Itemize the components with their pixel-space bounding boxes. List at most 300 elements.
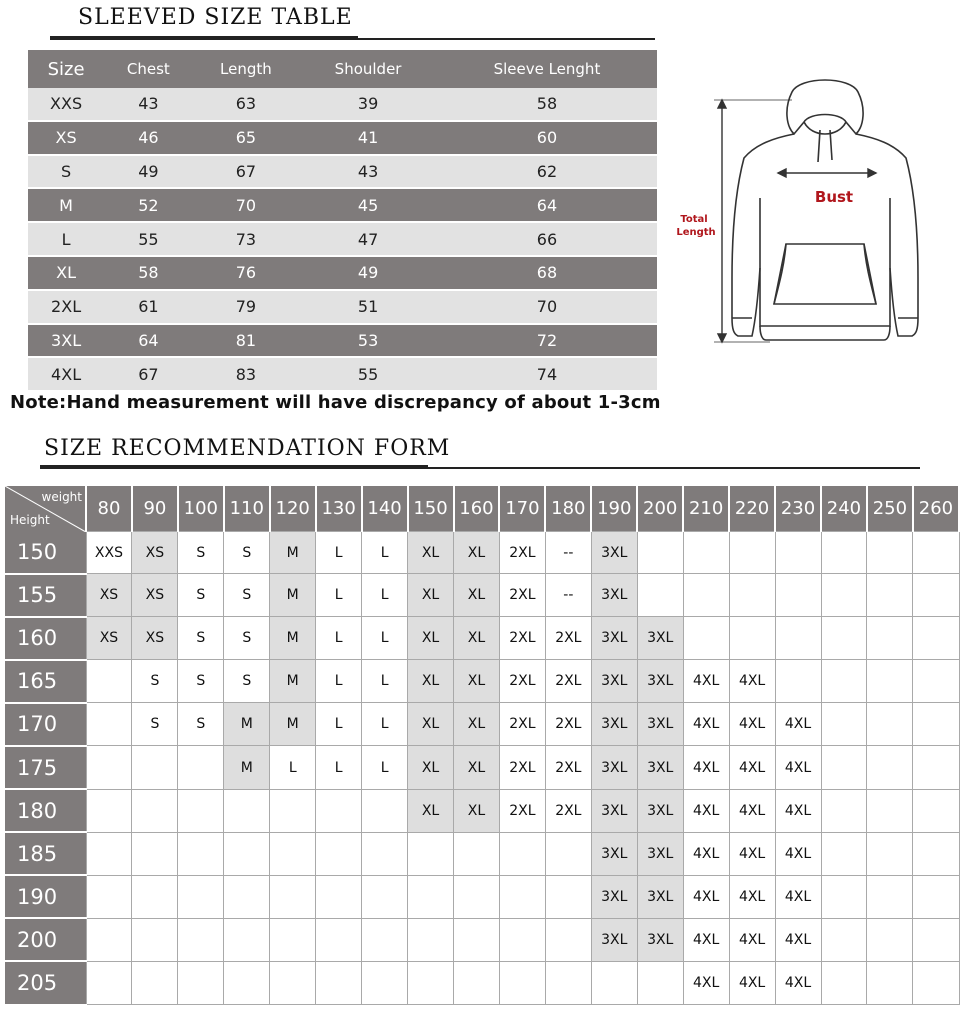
height-row <box>5 617 959 660</box>
recommended-size-cell: L <box>316 703 362 746</box>
recommended-size-cell: L <box>362 703 408 746</box>
recommended-size-cell: 2XL <box>499 660 545 703</box>
measurement-cell: 41 <box>299 121 437 155</box>
measurement-cell: 67 <box>104 357 192 390</box>
weight-header-cell: 210 <box>683 486 729 532</box>
empty-cell <box>867 574 913 617</box>
empty-cell <box>637 532 683 574</box>
recommended-size-cell: L <box>316 746 362 789</box>
measurement-cell: 72 <box>437 324 657 358</box>
empty-cell <box>132 789 178 832</box>
measurement-cell: 43 <box>299 155 437 189</box>
recommended-size-cell: 4XL <box>775 961 821 1004</box>
size-table-row <box>28 357 657 390</box>
recommended-size-cell: XS <box>86 574 132 617</box>
measurement-cell: 65 <box>193 121 300 155</box>
empty-cell <box>316 875 362 918</box>
empty-cell <box>316 961 362 1004</box>
recommended-size-cell: L <box>362 660 408 703</box>
recommended-size-cell: XL <box>454 703 500 746</box>
empty-cell <box>913 532 959 574</box>
recommended-size-cell: 2XL <box>545 617 591 660</box>
empty-cell <box>545 961 591 1004</box>
empty-cell <box>86 746 132 789</box>
recommended-size-cell: XS <box>132 617 178 660</box>
size-label-cell: S <box>28 155 104 189</box>
recommended-size-cell: 3XL <box>591 703 637 746</box>
height-header-cell: 185 <box>5 832 86 875</box>
empty-cell <box>224 832 270 875</box>
recommended-size-cell: 3XL <box>637 789 683 832</box>
recommended-size-cell: 2XL <box>499 532 545 574</box>
empty-cell <box>913 574 959 617</box>
recommended-size-cell: XL <box>454 660 500 703</box>
recommended-size-cell: 2XL <box>545 703 591 746</box>
height-header-cell: 180 <box>5 789 86 832</box>
empty-cell <box>913 832 959 875</box>
recommended-size-cell: XL <box>454 746 500 789</box>
empty-cell <box>132 875 178 918</box>
recommended-size-cell: 2XL <box>499 703 545 746</box>
measurement-cell: 62 <box>437 155 657 189</box>
empty-cell <box>362 789 408 832</box>
height-row <box>5 532 959 574</box>
empty-cell <box>86 832 132 875</box>
recommended-size-cell: 3XL <box>591 918 637 961</box>
empty-cell <box>499 961 545 1004</box>
empty-cell <box>729 574 775 617</box>
recommended-size-cell: XL <box>408 617 454 660</box>
recommended-size-cell: L <box>270 746 316 789</box>
empty-cell <box>821 832 867 875</box>
empty-cell <box>913 746 959 789</box>
weight-header-cell: 80 <box>86 486 132 532</box>
measurement-cell: 81 <box>193 324 300 358</box>
height-row <box>5 789 959 832</box>
empty-cell <box>867 532 913 574</box>
empty-cell <box>224 961 270 1004</box>
empty-cell <box>224 789 270 832</box>
empty-cell <box>821 660 867 703</box>
size-table-title: SLEEVED SIZE TABLE <box>78 5 353 30</box>
empty-cell <box>545 832 591 875</box>
empty-cell <box>821 617 867 660</box>
recommended-size-cell: 4XL <box>683 660 729 703</box>
empty-cell <box>454 918 500 961</box>
recommended-size-cell: XS <box>132 574 178 617</box>
empty-cell <box>867 875 913 918</box>
height-row <box>5 660 959 703</box>
recommended-size-cell: S <box>178 617 224 660</box>
empty-cell <box>362 961 408 1004</box>
measurement-cell: 43 <box>104 88 192 121</box>
empty-cell <box>775 532 821 574</box>
recommended-size-cell: 3XL <box>591 617 637 660</box>
recommended-size-cell: L <box>316 617 362 660</box>
size-label-cell: XS <box>28 121 104 155</box>
recommended-size-cell: XL <box>408 703 454 746</box>
size-table-row <box>28 324 657 358</box>
empty-cell <box>637 961 683 1004</box>
recommended-size-cell: S <box>224 574 270 617</box>
empty-cell <box>821 875 867 918</box>
empty-cell <box>729 532 775 574</box>
measurement-cell: 49 <box>299 256 437 290</box>
size-label-cell: 3XL <box>28 324 104 358</box>
recommended-size-cell: L <box>362 532 408 574</box>
size-label-cell: XXS <box>28 88 104 121</box>
recommended-size-cell: 4XL <box>729 789 775 832</box>
measurement-cell: 79 <box>193 290 300 324</box>
weight-header-cell: 140 <box>362 486 408 532</box>
empty-cell <box>499 918 545 961</box>
height-row <box>5 918 959 961</box>
recommended-size-cell: 4XL <box>683 832 729 875</box>
empty-cell <box>316 789 362 832</box>
empty-cell <box>178 746 224 789</box>
recommended-size-cell: M <box>270 703 316 746</box>
weight-header-cell: 200 <box>637 486 683 532</box>
recommended-size-cell: 2XL <box>545 660 591 703</box>
empty-cell <box>499 832 545 875</box>
recommended-size-cell: M <box>270 574 316 617</box>
empty-cell <box>591 961 637 1004</box>
empty-cell <box>178 918 224 961</box>
height-header-cell: 160 <box>5 617 86 660</box>
measurement-cell: 55 <box>299 357 437 390</box>
grid-corner <box>5 486 86 532</box>
recommended-size-cell: 3XL <box>591 660 637 703</box>
empty-cell <box>316 832 362 875</box>
recommended-size-cell: 2XL <box>545 746 591 789</box>
recommendation-title: SIZE RECOMMENDATION FORM <box>44 436 451 461</box>
height-header-cell: 165 <box>5 660 86 703</box>
measurement-cell: 64 <box>104 324 192 358</box>
recommended-size-cell: 4XL <box>729 918 775 961</box>
size-table-header: Size <box>28 50 104 88</box>
height-row <box>5 574 959 617</box>
measurement-cell: 63 <box>193 88 300 121</box>
weight-header-cell: 120 <box>270 486 316 532</box>
empty-cell <box>362 918 408 961</box>
weight-header-cell: 170 <box>499 486 545 532</box>
recommended-size-cell: 3XL <box>591 574 637 617</box>
empty-cell <box>821 961 867 1004</box>
weight-header-cell: 110 <box>224 486 270 532</box>
size-table-row <box>28 222 657 256</box>
size-table <box>28 50 657 390</box>
recommended-size-cell: M <box>270 617 316 660</box>
recommended-size-cell: XL <box>454 532 500 574</box>
weight-header-cell: 190 <box>591 486 637 532</box>
empty-cell <box>821 789 867 832</box>
empty-cell <box>867 789 913 832</box>
recommended-size-cell: L <box>362 746 408 789</box>
size-label-cell: L <box>28 222 104 256</box>
measurement-cell: 61 <box>104 290 192 324</box>
empty-cell <box>86 961 132 1004</box>
empty-cell <box>867 961 913 1004</box>
empty-cell <box>683 617 729 660</box>
empty-cell <box>362 832 408 875</box>
empty-cell <box>454 832 500 875</box>
empty-cell <box>913 918 959 961</box>
recommended-size-cell: 3XL <box>637 875 683 918</box>
empty-cell <box>86 875 132 918</box>
recommended-size-cell: 3XL <box>637 918 683 961</box>
size-label-cell: 2XL <box>28 290 104 324</box>
measurement-cell: 51 <box>299 290 437 324</box>
empty-cell <box>867 617 913 660</box>
size-table-row <box>28 121 657 155</box>
measurement-note: Note:Hand measurement will have discrepancy of about 1-3cm <box>10 392 661 413</box>
recommended-size-cell: L <box>362 574 408 617</box>
measurement-cell: 60 <box>437 121 657 155</box>
recommended-size-cell: 4XL <box>775 832 821 875</box>
measurement-cell: 45 <box>299 188 437 222</box>
recommended-size-cell: S <box>224 617 270 660</box>
recommended-size-cell: 2XL <box>545 789 591 832</box>
recommended-size-cell: 4XL <box>775 789 821 832</box>
recommended-size-cell: XL <box>408 746 454 789</box>
recommendation-title-rule-accent <box>40 465 428 469</box>
empty-cell <box>270 961 316 1004</box>
measurement-cell: 55 <box>104 222 192 256</box>
measurement-cell: 39 <box>299 88 437 121</box>
empty-cell <box>775 574 821 617</box>
empty-cell <box>545 918 591 961</box>
recommended-size-cell: 3XL <box>591 789 637 832</box>
measurement-cell: 70 <box>193 188 300 222</box>
empty-cell <box>867 832 913 875</box>
recommended-size-cell: M <box>270 532 316 574</box>
hoodie-outline <box>732 80 918 340</box>
recommended-size-cell: XL <box>454 574 500 617</box>
measurement-cell: 49 <box>104 155 192 189</box>
empty-cell <box>408 961 454 1004</box>
empty-cell <box>454 961 500 1004</box>
empty-cell <box>913 875 959 918</box>
measurement-cell: 74 <box>437 357 657 390</box>
height-header-cell: 200 <box>5 918 86 961</box>
recommended-size-cell: 3XL <box>591 746 637 789</box>
height-header-cell: 205 <box>5 961 86 1004</box>
size-label-cell: 4XL <box>28 357 104 390</box>
empty-cell <box>775 660 821 703</box>
height-row <box>5 832 959 875</box>
recommended-size-cell: XL <box>454 789 500 832</box>
weight-header-cell: 260 <box>913 486 959 532</box>
recommended-size-cell: 4XL <box>683 875 729 918</box>
recommended-size-cell: 4XL <box>775 918 821 961</box>
empty-cell <box>270 918 316 961</box>
recommended-size-cell: 3XL <box>591 532 637 574</box>
empty-cell <box>867 918 913 961</box>
recommended-size-cell: S <box>224 660 270 703</box>
recommended-size-cell: 4XL <box>729 746 775 789</box>
size-table-row <box>28 256 657 290</box>
size-label-cell: XL <box>28 256 104 290</box>
recommended-size-cell: 4XL <box>683 918 729 961</box>
recommended-size-cell: XXS <box>86 532 132 574</box>
empty-cell <box>408 832 454 875</box>
measurement-cell: 73 <box>193 222 300 256</box>
empty-cell <box>499 875 545 918</box>
empty-cell <box>821 574 867 617</box>
recommended-size-cell: 2XL <box>499 574 545 617</box>
empty-cell <box>316 918 362 961</box>
recommended-size-cell: 4XL <box>729 832 775 875</box>
recommended-size-cell: XL <box>408 532 454 574</box>
empty-cell <box>913 961 959 1004</box>
size-table-row <box>28 188 657 222</box>
height-row <box>5 961 959 1004</box>
total-length-label-line1: Total <box>680 214 708 225</box>
recommended-size-cell: XL <box>454 617 500 660</box>
empty-cell <box>132 832 178 875</box>
recommended-size-cell: 3XL <box>637 746 683 789</box>
empty-cell <box>86 660 132 703</box>
empty-cell <box>270 832 316 875</box>
empty-cell <box>913 617 959 660</box>
size-label-cell: M <box>28 188 104 222</box>
empty-cell <box>178 789 224 832</box>
recommended-size-cell: M <box>224 703 270 746</box>
empty-cell <box>913 789 959 832</box>
recommended-size-cell: 4XL <box>729 875 775 918</box>
height-header-cell: 155 <box>5 574 86 617</box>
recommended-size-cell: 4XL <box>683 961 729 1004</box>
empty-cell <box>132 961 178 1004</box>
empty-cell <box>178 832 224 875</box>
measurement-cell: 76 <box>193 256 300 290</box>
measurement-cell: 66 <box>437 222 657 256</box>
recommended-size-cell: XS <box>86 617 132 660</box>
empty-cell <box>86 703 132 746</box>
height-row <box>5 746 959 789</box>
recommended-size-cell: 3XL <box>637 832 683 875</box>
recommended-size-cell: XL <box>408 574 454 617</box>
height-header-cell: 170 <box>5 703 86 746</box>
recommended-size-cell: 3XL <box>637 660 683 703</box>
empty-cell <box>178 875 224 918</box>
weight-header-cell: 100 <box>178 486 224 532</box>
measurement-cell: 46 <box>104 121 192 155</box>
size-table-row <box>28 155 657 189</box>
bust-label: Bust <box>814 188 854 206</box>
recommended-size-cell: XL <box>408 660 454 703</box>
recommended-size-cell: 4XL <box>775 746 821 789</box>
size-table-header: Length <box>193 50 300 88</box>
empty-cell <box>821 703 867 746</box>
size-table-header: Chest <box>104 50 192 88</box>
height-axis-label: Height <box>10 512 50 527</box>
total-length-arrow <box>714 100 792 342</box>
recommended-size-cell: 2XL <box>499 617 545 660</box>
recommended-size-cell: 4XL <box>775 703 821 746</box>
weight-header-cell: 220 <box>729 486 775 532</box>
measurement-cell: 64 <box>437 188 657 222</box>
empty-cell <box>683 574 729 617</box>
total-length-label-line2: Length <box>676 227 716 238</box>
height-header-cell: 150 <box>5 532 86 574</box>
measurement-cell: 47 <box>299 222 437 256</box>
height-header-cell: 175 <box>5 746 86 789</box>
empty-cell <box>132 918 178 961</box>
recommended-size-cell: S <box>178 532 224 574</box>
size-recommendation-grid <box>5 486 960 1006</box>
recommended-size-cell: S <box>178 703 224 746</box>
recommended-size-cell: 3XL <box>591 832 637 875</box>
measurement-cell: 83 <box>193 357 300 390</box>
recommended-size-cell: L <box>316 532 362 574</box>
empty-cell <box>821 918 867 961</box>
empty-cell <box>545 875 591 918</box>
empty-cell <box>821 746 867 789</box>
recommended-size-cell: XL <box>408 789 454 832</box>
size-table-header: Shoulder <box>299 50 437 88</box>
recommended-size-cell: 3XL <box>637 703 683 746</box>
weight-header-cell: 150 <box>408 486 454 532</box>
recommended-size-cell: 3XL <box>591 875 637 918</box>
recommended-size-cell: L <box>316 574 362 617</box>
empty-cell <box>913 703 959 746</box>
size-table-header: Sleeve Lenght <box>437 50 657 88</box>
empty-cell <box>86 789 132 832</box>
recommended-size-cell: 2XL <box>499 746 545 789</box>
recommended-size-cell: 4XL <box>683 703 729 746</box>
height-header-cell: 190 <box>5 875 86 918</box>
measurement-cell: 68 <box>437 256 657 290</box>
recommended-size-cell: S <box>132 660 178 703</box>
recommended-size-cell: XS <box>132 532 178 574</box>
measurement-cell: 52 <box>104 188 192 222</box>
height-row <box>5 703 959 746</box>
measurement-cell: 58 <box>437 88 657 121</box>
weight-header-cell: 180 <box>545 486 591 532</box>
recommended-size-cell: 4XL <box>729 660 775 703</box>
weight-header-cell: 160 <box>454 486 500 532</box>
weight-header-row <box>5 486 959 532</box>
recommended-size-cell: S <box>178 574 224 617</box>
bust-arrow <box>778 169 876 177</box>
measurement-cell: 67 <box>193 155 300 189</box>
empty-cell <box>270 789 316 832</box>
recommended-size-cell: -- <box>545 532 591 574</box>
height-row <box>5 875 959 918</box>
measurement-cell: 70 <box>437 290 657 324</box>
weight-header-cell: 230 <box>775 486 821 532</box>
empty-cell <box>270 875 316 918</box>
empty-cell <box>224 875 270 918</box>
empty-cell <box>362 875 408 918</box>
empty-cell <box>775 617 821 660</box>
empty-cell <box>913 660 959 703</box>
empty-cell <box>821 532 867 574</box>
hoodie-measurement-diagram <box>674 78 966 350</box>
empty-cell <box>867 746 913 789</box>
empty-cell <box>132 746 178 789</box>
recommended-size-cell: M <box>224 746 270 789</box>
empty-cell <box>729 617 775 660</box>
measurement-cell: 58 <box>104 256 192 290</box>
recommended-size-cell: 4XL <box>775 875 821 918</box>
empty-cell <box>408 918 454 961</box>
recommended-size-cell: L <box>362 617 408 660</box>
size-table-header-row <box>28 50 657 88</box>
recommended-size-cell: S <box>178 660 224 703</box>
recommended-size-cell: 2XL <box>499 789 545 832</box>
